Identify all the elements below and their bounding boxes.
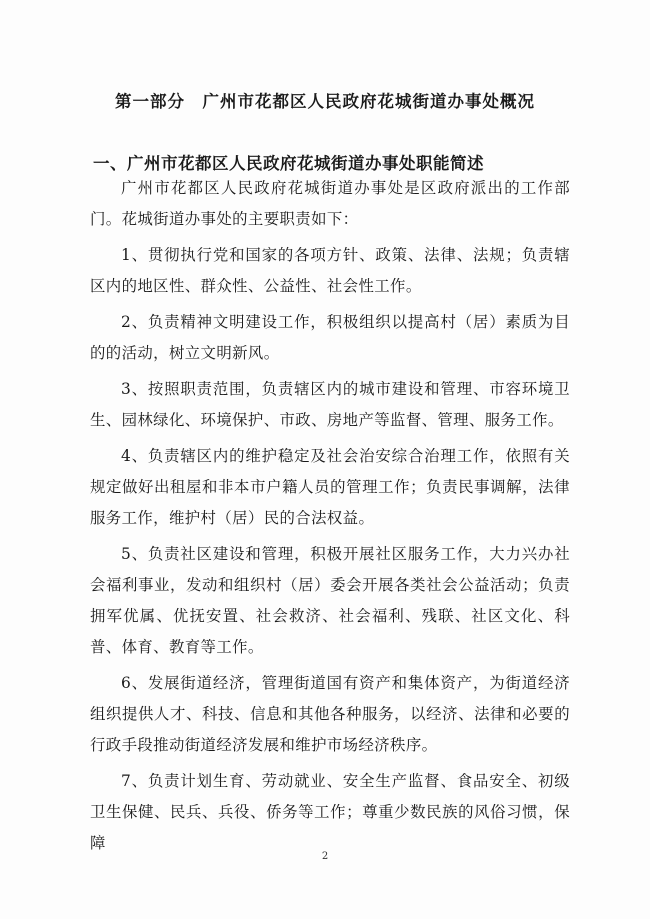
paragraph-item-3: 3、按照职责范围，负责辖区内的城市建设和管理、市容环境卫生、园林绿化、环境保护、市政、房地产等监督、管理、服务工作。	[90, 380, 570, 429]
section-heading: 一、广州市花都区人民政府花城街道办事处职能简述	[93, 154, 484, 173]
document-body	[90, 173, 570, 864]
paragraph-item-7: 7、负责计划生育、劳动就业、安全生产监督、食品安全、初级卫生保健、民兵、兵役、侨务等工作；尊重少数民族的风俗习惯，保障	[90, 772, 570, 852]
paragraph-item-4: 4、负责辖区内的维护稳定及社会治安综合治理工作，依照有关规定做好出租屋和非本市户籍人员的管理工作；负责民事调解，法律服务工作，维护村（居）民的合法权益。	[90, 447, 570, 527]
paragraph-item-1: 1、贯彻执行党和国家的各项方针、政策、法律、法规；负责辖区内的地区性、群众性、公益性、社会性工作。	[90, 246, 570, 295]
paragraph-item-2: 2、负责精神文明建设工作，积极组织以提高村（居）素质为目的的活动，树立文明新风。	[90, 313, 570, 362]
document-title: 第一部分 广州市花都区人民政府花城街道办事处概况	[115, 92, 535, 111]
page-number: 2	[321, 851, 329, 862]
paragraph-item-6: 6、发展街道经济，管理街道国有资产和集体资产，为街道经济组织提供人才、科技、信息和其他各种服务，以经济、法律和必要的行政手段推动街道经济发展和维护市场经济秩序。	[90, 674, 570, 754]
paragraph-intro: 广州市花都区人民政府花城街道办事处是区政府派出的工作部门。花城街道办事处的主要职责如下：	[90, 179, 570, 228]
paragraph-item-5: 5、负责社区建设和管理，积极开展社区服务工作，大力兴办社会福利事业，发动和组织村（居）委会开展各类社会公益活动；负责拥军优属、优抚安置、社会救济、社会福利、残联、社区文化、科普、体育、教育等工作。	[90, 545, 570, 656]
